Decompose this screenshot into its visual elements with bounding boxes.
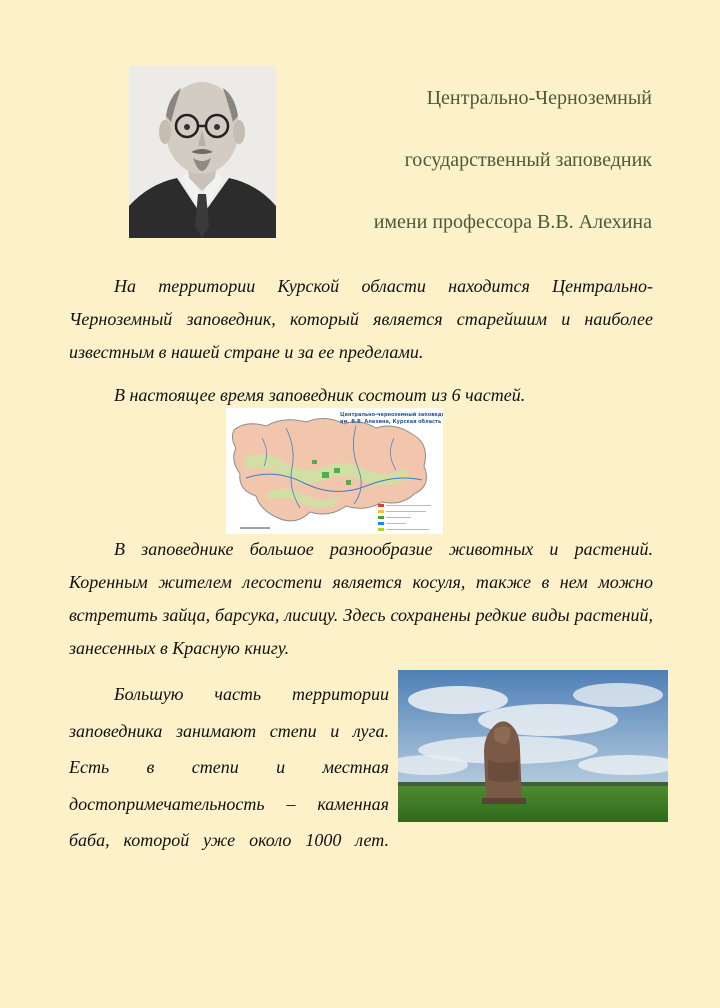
paragraph-territory: На территории Курской области находится Центрально-Черноземный заповедник, который является старейшим и наиболее известным в нашей стране и за ее пределами. (69, 276, 653, 362)
page-title (300, 80, 652, 266)
portrait-image (129, 66, 276, 238)
paragraph-parts: В настоящее время заповедник состоит из 6 частей. (114, 385, 526, 405)
stone-statue-photo (398, 670, 668, 822)
paragraph-steppes: Большую часть территории заповедника занимают степи и луга. Есть в степи и местная достопримечательность – каменная баба, которой уже около 1000 лет. (69, 684, 389, 850)
title-line-3: имени профессора В.В. Алехина (373, 211, 652, 233)
stone-statue-image (398, 670, 668, 822)
paragraph-fauna: В заповеднике большое разнообразие животных и растений. Коренным жителем лесостепи является косуля, также в нем можно встретить зайца, барсука, лисицу. Здесь сохранены редкие виды растений, занесенных в Красную книгу. (69, 539, 653, 658)
portrait-photo (129, 66, 276, 238)
title-line-1: Центрально-Черноземный (426, 87, 652, 109)
reserve-map (226, 408, 443, 534)
map-title-line-1: Центрально-черноземный заповедник (340, 412, 443, 418)
title-line-2: государственный заповедник (404, 149, 652, 171)
map-title-line-2: им. В.В. Алехина, Курская область (340, 419, 442, 425)
map-image (226, 408, 443, 534)
